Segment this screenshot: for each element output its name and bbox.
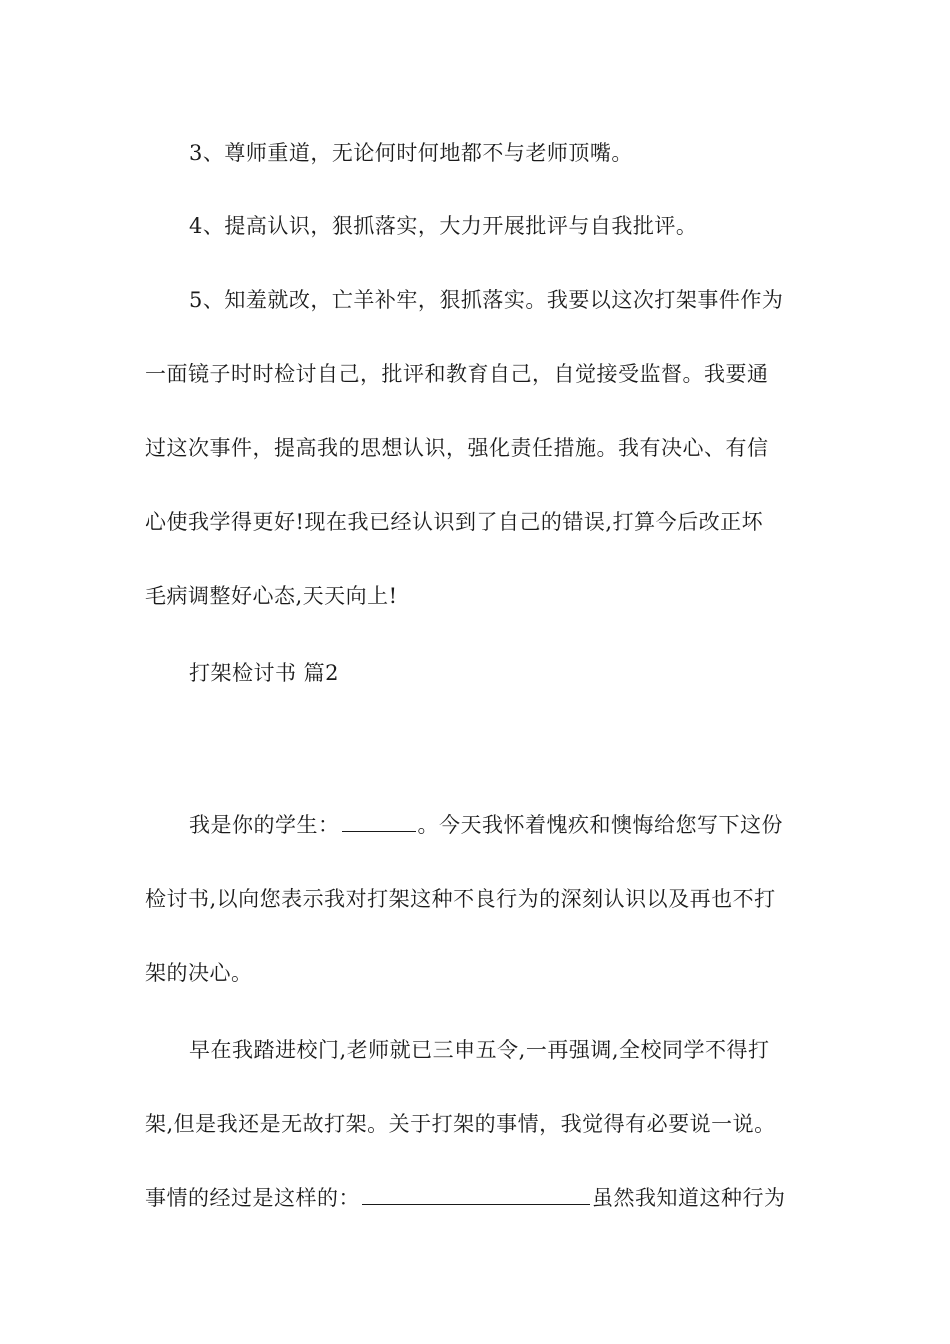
paragraph-line: 3、尊师重道，无论何时何地都不与老师顶嘴。 <box>189 141 633 165</box>
paragraph-line: 过这次事件，提高我的思想认识，强化责任措施。我有决心、有信 <box>145 436 769 460</box>
paragraph-line <box>189 810 783 840</box>
paragraph-line: 5、知羞就改，亡羊补牢，狠抓落实。我要以这次打架事件作为 <box>189 288 784 312</box>
paragraph-line: 心使我学得更好!现在我已经认识到了自己的错误,打算今后改正坏 <box>145 510 764 534</box>
student-name-blank <box>342 811 416 832</box>
paragraph-line <box>145 1183 786 1213</box>
paragraph-line: 早在我踏进校门,老师就已三申五令,一再强调,全校同学不得打 <box>189 1038 770 1062</box>
paragraph-line: 4、提高认识，狠抓落实，大力开展批评与自我批评。 <box>189 214 698 238</box>
process-blank <box>362 1184 590 1205</box>
section-heading: 打架检讨书 篇2 <box>189 661 340 685</box>
student-label: 我是你的学生： <box>189 813 340 837</box>
paragraph-line: 架的决心。 <box>145 961 253 985</box>
process-label: 事情的经过是这样的： <box>145 1186 360 1210</box>
paragraph-line: 一面镜子时时检讨自己，批评和教育自己，自觉接受监督。我要通 <box>145 362 769 386</box>
process-line-rest: 虽然我知道这种行为 <box>592 1186 786 1210</box>
paragraph-line: 架,但是我还是无故打架。关于打架的事情，我觉得有必要说一说。 <box>145 1112 776 1136</box>
paragraph-line: 检讨书,以向您表示我对打架这种不良行为的深刻认识以及再也不打 <box>145 887 776 911</box>
student-line-rest: 。今天我怀着愧疚和懊悔给您写下这份 <box>417 813 783 837</box>
paragraph-line: 毛病调整好心态,天天向上! <box>145 584 398 608</box>
